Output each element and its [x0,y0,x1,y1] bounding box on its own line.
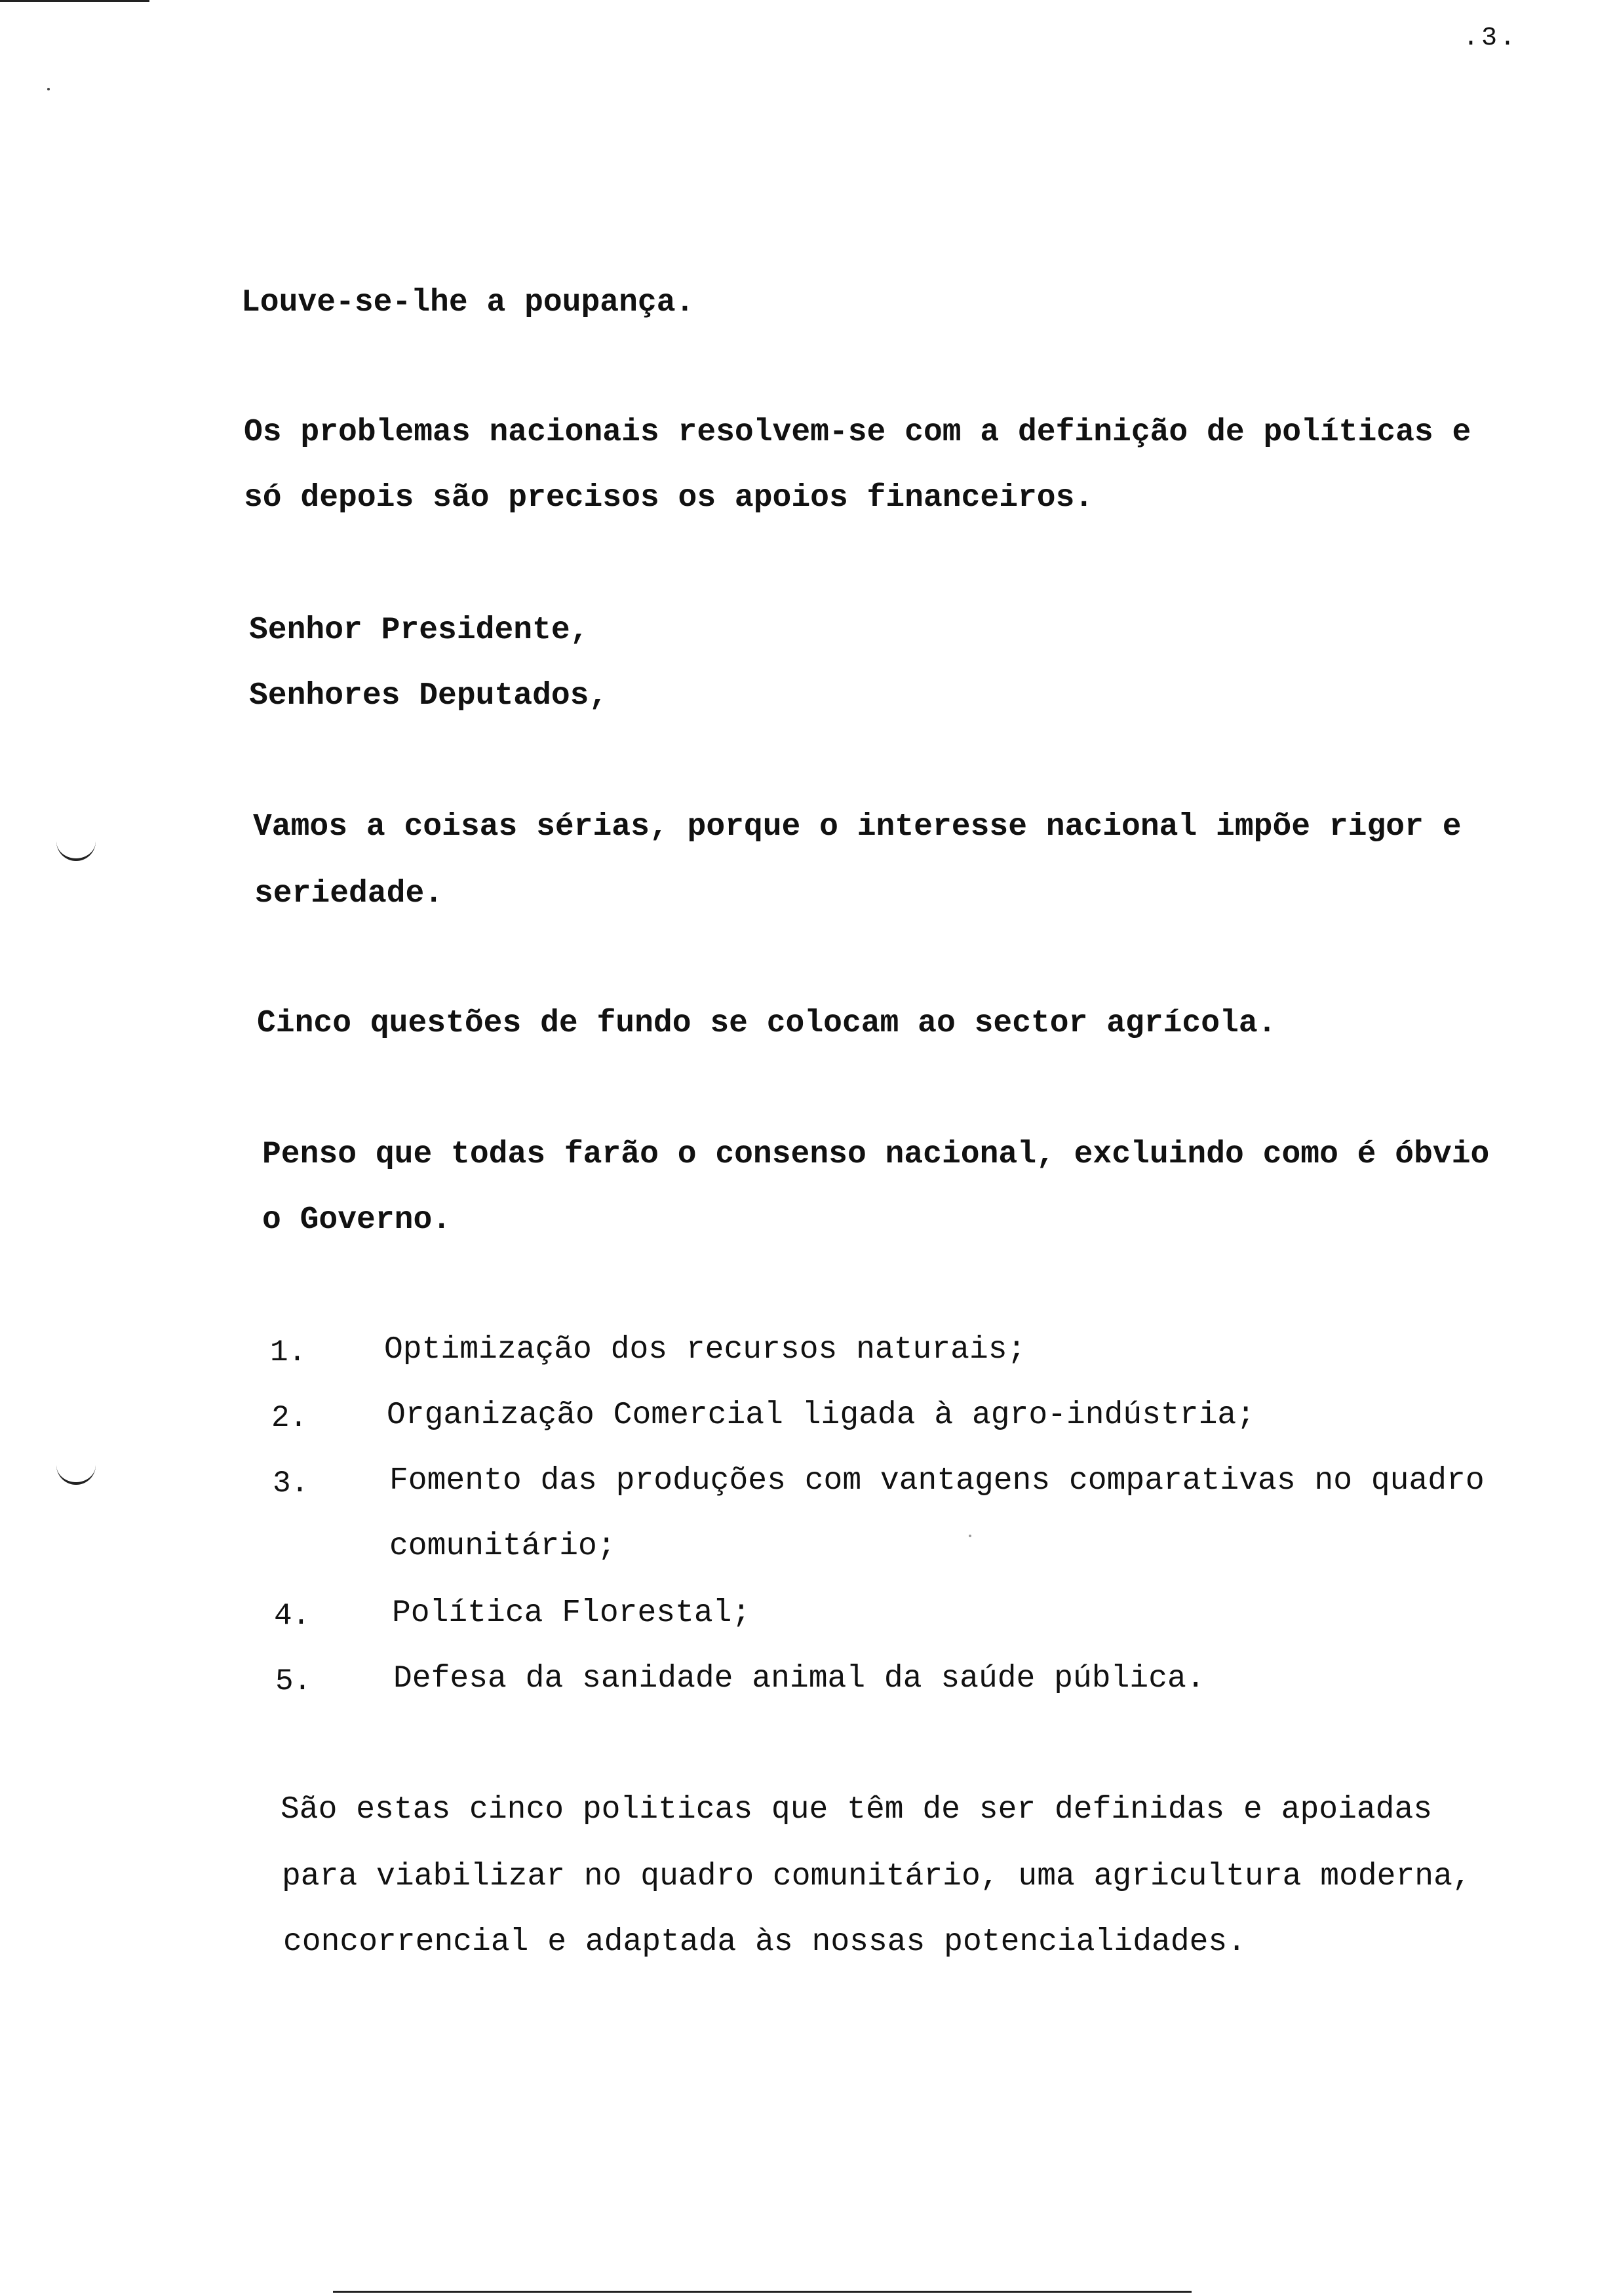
list-item-number: 4. [274,1599,311,1633]
paragraph-consensus-line2: o Governo. [262,1202,452,1238]
page-number: .3. [1463,24,1519,53]
paragraph-problems-line1: Os problemas nacionais resolvem-se com a definição de políticas e [244,415,1471,450]
paragraph-consensus-line1: Penso que todas farão o consenso nacional, excluindo como é óbvio [262,1137,1490,1172]
punch-mark-upper [56,841,96,861]
top-left-rule [0,0,149,2]
list-item-number: 1. [270,1335,307,1369]
list-item-number: 2. [271,1401,308,1435]
list-item-text: Organização Comercial ligada à agro-indústria; [387,1398,1256,1433]
scan-speck [969,1535,971,1537]
bottom-rule [333,2291,1192,2293]
list-item-number: 5. [275,1664,312,1698]
paragraph-five-questions: Cinco questões de fundo se colocam ao sector agrícola. [257,1006,1277,1041]
paragraph-savings: Louve-se-lhe a poupança. [241,285,695,320]
scan-speck [47,88,50,90]
list-item-text-continuation: comunitário; [389,1529,616,1564]
list-item-number: 3. [273,1466,309,1501]
closing-line2: para viabilizar no quadro comunitário, uma agricultura moderna, [282,1859,1471,1894]
punch-mark-lower [56,1465,96,1485]
paragraph-serious-line1: Vamos a coisas sérias, porque o interesse nacional impõe rigor e [253,809,1462,845]
paragraph-serious-line2: seriedade. [254,876,444,911]
list-item-text: Fomento das produções com vantagens comparativas no quadro [389,1463,1485,1499]
closing-line3: concorrencial e adaptada às nossas potencialidades. [283,1924,1247,1960]
closing-line1: São estas cinco politicas que têm de ser definidas e apoiadas [281,1792,1433,1827]
list-item-text: Política Florestal; [392,1596,751,1631]
list-item-text: Optimização dos recursos naturais; [384,1332,1026,1368]
salutation-deputies: Senhores Deputados, [249,678,608,714]
salutation-president: Senhor Presidente, [249,613,589,648]
paragraph-problems-line2: só depois são precisos os apoios financeiros. [244,480,1094,516]
list-item-text: Defesa da sanidade animal da saúde pública. [393,1661,1205,1696]
